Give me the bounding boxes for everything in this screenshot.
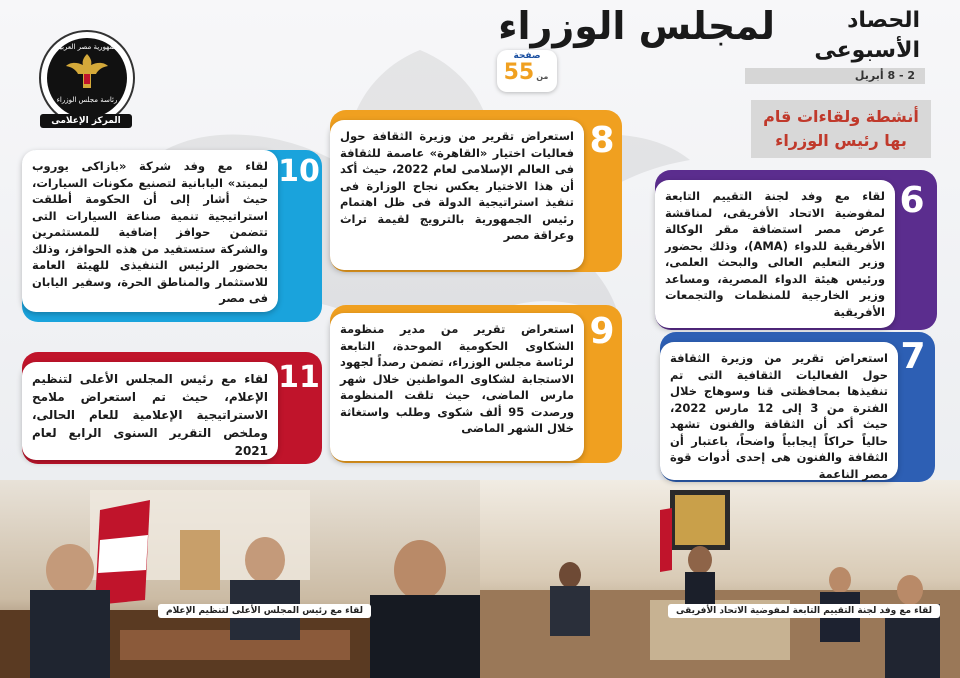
page-title: لمجلس الوزراء	[498, 4, 775, 48]
item-text: استعراض تقرير من وزيرة الثقافة حول فعاليات اختيار «القاهرة» عاصمة للثقافة فى العالم الإسلامى لعام 2022، حيث أكد أن هذا الاختيار يعكس نجاح الوزارة فى تنفيذ استراتيجية الدولة فى ظل اهتمام رئيس الجمهورية بالترويج لقيمة تراث وعراقة مصر	[330, 120, 584, 270]
item-card-11	[22, 352, 322, 464]
item-card-6	[655, 170, 937, 330]
item-text: لقاء مع وفد شركة «بازاكى يوروب ليميتد» اليابانية لتصنيع مكونات السيارات، حيث أشار إلى أن الحكومة أطلقت استراتيجية تنمية صناعة السيارات التى تتضمن حوافز إضافية للمستثمرين والشركة ستستفيد من هذه الحوافز، وذلك بحضور الرئيس التنفيذى للهيئة العامة للاستثمار والمناطق الحرة، وسفير اليابان فى مصر	[22, 150, 278, 312]
logo-bottom-text: رئاسة مجلس الوزراء	[56, 96, 118, 104]
logo-band: المركز الإعلامى	[40, 114, 132, 128]
item-number: 9	[589, 311, 615, 352]
photo-meeting-media-council	[0, 480, 480, 678]
subtitle-line-2: الأسبوعى	[814, 38, 920, 63]
page-numbers	[497, 61, 557, 89]
photo-meeting-au-delegation	[480, 480, 960, 678]
item-number: 10	[278, 154, 320, 189]
page-label: صفحة	[513, 51, 541, 61]
item-text: لقاء مع رئيس المجلس الأعلى لتنظيم الإعلام، حيث تم استعراض ملامح الاستراتيجية الإعلامية للعام الحالى، وملخص التقرير السنوى الرابع لعام 2021	[22, 362, 278, 460]
cabinet-logo	[39, 30, 135, 126]
item-text: لقاء مع وفد لجنة التقييم التابعة لمفوضية الاتحاد الأفريقى، لمناقشة عرض مصر استضافة مقر الوكالة الأفريقية للدواء (AMA)، وذلك بحضور وزير التعليم العالى والبحث العلمى، ورئيس هيئة الدواء المصرية، ومساعد وزير الخارجية للمنظمات والتجمعات الأفريقية	[655, 180, 895, 328]
item-number: 11	[278, 360, 320, 395]
photo-caption-right: لقاء مع وفد لجنة التقييم التابعة لمفوضية الاتحاد الأفريقى	[668, 604, 940, 618]
eagle-icon	[65, 52, 109, 92]
page-current: 5	[518, 60, 535, 85]
date-range: 2 - 8 أبريل	[745, 68, 925, 84]
item-card-8	[330, 110, 622, 272]
item-number: 8	[589, 120, 615, 161]
logo-top-text: جمهورية مصر العربية	[56, 43, 118, 51]
item-text: استعراض تقرير من مدير منظومة الشكاوى الحكومية الموحدة، التابعة لرئاسة مجلس الوزراء، تضمن رصداً لجهود الاستجابة لشكاوى المواطنين خلال شهر مارس الماضى، حيث تلقت المنظومة ورصدت 95 ألف شكوى وطلب واستغاثة خلال الشهر الماضى	[330, 313, 584, 461]
page-subtitle	[814, 6, 920, 66]
logo-inner	[47, 38, 127, 118]
photo-caption-left: لقاء مع رئيس المجلس الأعلى لتنظيم الإعلام	[158, 604, 371, 618]
photo-strip	[0, 480, 960, 678]
page-total: 5	[503, 60, 519, 85]
subtitle-line-1: الحصاد	[847, 8, 920, 33]
item-card-7	[660, 332, 935, 482]
item-card-9	[330, 305, 622, 463]
page-of-word: من	[536, 72, 549, 81]
section-title: أنشطة ولقاءات قام بها رئيس الوزراء	[751, 100, 931, 158]
item-number: 7	[900, 336, 926, 377]
item-text: استعراض تقرير من وزيرة الثقافة حول الفعاليات الثقافية التى تم تنفيذها بمحافظتى قنا وسوهاج خلال الفترة من 3 إلى 12 مارس 2022، حيث أكد أن الثقافة والفنون تشهد حالياً حراكاً إيجابياً واضحاً، باعتبار أن الثقافة والفنون هى إحدى أدوات قوة مصر الناعمة	[660, 342, 898, 480]
page-indicator	[497, 50, 557, 92]
item-number: 6	[899, 180, 925, 221]
item-card-10	[22, 150, 322, 322]
